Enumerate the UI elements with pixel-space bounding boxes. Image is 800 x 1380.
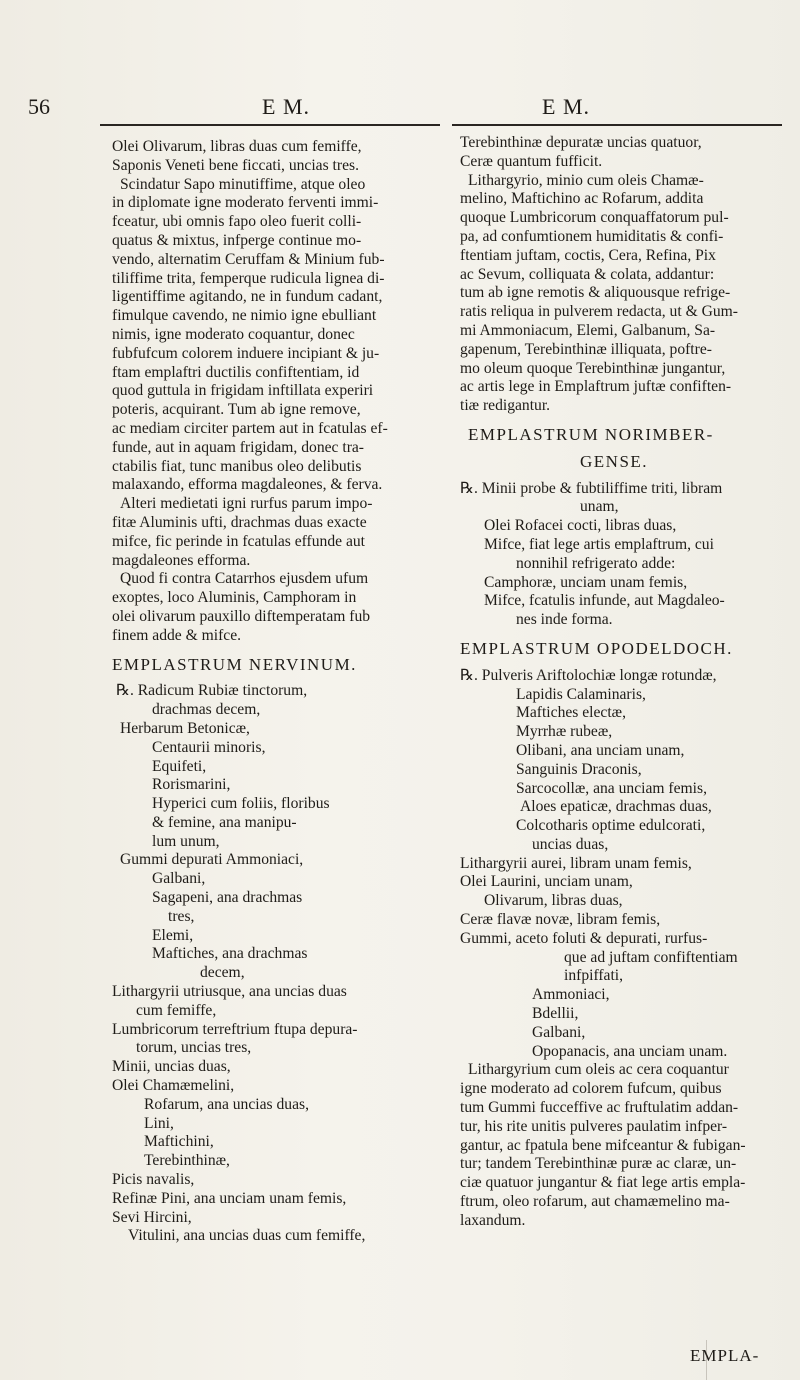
left-column-line: Galbani, <box>152 870 206 888</box>
right-column-line: Mifce, fiat lege artis emplaftrum, cui <box>484 535 714 553</box>
right-column-line: uncias duas, <box>532 835 609 853</box>
right-column-line: Olei Rofacei cocti, libras duas, <box>484 517 677 535</box>
left-column-line: Lithargyrii utriusque, ana uncias duas <box>112 983 347 1001</box>
right-column-line: Ceræ quantum fufficit. <box>460 152 603 170</box>
left-column-line: Alteri medietati igni rurfus parum impo- <box>120 495 373 513</box>
right-text-column <box>460 134 790 1231</box>
right-column-line: tiæ redigantur. <box>460 397 551 415</box>
left-column-line: ctabilis fiat, tunc manibus oleo delibutis <box>112 457 362 475</box>
right-column-line: ac Sevum, colliquata & colata, addantur: <box>460 265 715 283</box>
right-column-line: infpiffati, <box>564 967 624 985</box>
right-column-line: quoque Lumbricorum conquaffatorum pul- <box>460 209 729 227</box>
right-column-line: mi Ammoniacum, Elemi, Galbanum, Sa- <box>460 321 716 339</box>
right-column-line: Camphoræ, unciam unam femis, <box>484 573 688 591</box>
left-column-line: Scindatur Sapo minutiffime, atque oleo <box>120 175 366 193</box>
left-column-line: decem, <box>200 964 245 982</box>
left-column-line: & femine, ana manipu- <box>152 813 297 831</box>
left-column-line: Equifeti, <box>152 757 207 775</box>
right-column-line: nes inde forma. <box>516 611 613 629</box>
left-column-line: nimis, igne moderato coquantur, donec <box>112 325 355 343</box>
left-column-line: ℞. Radicum Rubiæ tinctorum, <box>116 682 308 700</box>
left-column-line: fimulque cavendo, ne nimio igne ebulliant <box>112 307 377 325</box>
left-column-line: lum unum, <box>152 832 220 850</box>
left-column-line: tres, <box>168 907 195 925</box>
left-column-line: exoptes, loco Aluminis, Camphoram in <box>112 589 357 607</box>
right-column-line: Lithargyrii aurei, libram unam femis, <box>460 854 692 872</box>
left-column-line: Lini, <box>144 1114 174 1132</box>
right-column-line: ciæ quatuor jungantur & fiat lege artis empla- <box>460 1174 746 1192</box>
left-text-column <box>112 138 447 1246</box>
left-column-line: Elemi, <box>152 926 194 944</box>
left-column-line: Hyperici cum foliis, floribus <box>152 795 330 813</box>
left-column-line: funde, aut in aquam frigidam, donec tra- <box>112 438 365 456</box>
left-column-line: in diplomate igne moderato ferventi immi- <box>112 194 379 212</box>
left-column-line: Rofarum, ana uncias duas, <box>144 1095 309 1113</box>
right-column-line: tum ab igne remotis & aliquousque refrige- <box>460 284 731 302</box>
right-column-line: Olibani, ana unciam unam, <box>516 741 685 759</box>
right-column-line: Olei Laurini, unciam unam, <box>460 873 633 891</box>
left-column-line: Minii, uncias duas, <box>112 1058 231 1076</box>
left-column-line: Herbarum Betonicæ, <box>120 719 250 737</box>
left-column-line: Sevi Hircini, <box>112 1208 192 1226</box>
left-column-line: malaxando, efforma magdaleones, & ferva. <box>112 476 383 494</box>
running-head-right: E M. <box>542 94 590 119</box>
right-column-line: tur, his rite unitis pulveres paulatim infper- <box>460 1117 728 1135</box>
left-column-heading: EMPLASTRUM NERVINUM. <box>112 654 357 674</box>
right-column-line: Galbani, <box>532 1023 586 1041</box>
left-column-line: Quod fi contra Catarrhos ejusdem ufum <box>120 570 369 588</box>
left-column-line: Olei Olivarum, libras duas cum femiffe, <box>112 138 362 155</box>
left-column-line: fitæ Aluminis ufti, drachmas duas exacte <box>112 513 367 531</box>
left-column-line: Centaurii minoris, <box>152 738 266 756</box>
left-column-line: cum femiffe, <box>136 1001 217 1019</box>
right-column-line: gapenum, Terebinthinæ illiquata, poftre- <box>460 340 712 358</box>
right-column-line: Mifce, fcatulis infunde, aut Magdaleo- <box>484 592 725 610</box>
left-column-line: tiliffime trita, femperque rudicula lignea di- <box>112 269 385 287</box>
left-column-line: Maftichini, <box>144 1133 214 1151</box>
right-column-line: unam, <box>580 498 619 516</box>
right-column-line: mo oleum quoque Terebinthinæ jungantur, <box>460 359 726 377</box>
left-column-line: Refinæ Pini, ana unciam unam femis, <box>112 1189 347 1207</box>
page-number: 56 <box>28 94 50 119</box>
right-column-line: Ceræ flavæ novæ, libram femis, <box>460 911 661 929</box>
right-column-line: tur; tandem Terebinthinæ puræ ac claræ, un- <box>460 1155 737 1173</box>
right-column-line: ℞. Minii probe & fubtiliffime triti, libram <box>460 479 723 497</box>
left-column-line: magdaleones efforma. <box>112 551 251 569</box>
left-column-line: Sagapeni, ana drachmas <box>152 889 303 907</box>
right-column-line: Aloes epaticæ, drachmas duas, <box>520 798 712 816</box>
right-column-line: Sarcocollæ, ana unciam femis, <box>516 779 707 797</box>
left-column-line: Vitulini, ana uncias duas cum femiffe, <box>128 1227 366 1245</box>
header-rule-right <box>452 124 782 126</box>
right-column-line: Opopanacis, ana unciam unam. <box>532 1042 728 1060</box>
right-column-line: Ammoniaci, <box>532 986 610 1004</box>
right-column-line: Sanguinis Draconis, <box>516 760 642 778</box>
right-column-line: Myrrhæ rubeæ, <box>516 723 613 741</box>
right-column-line: que ad juftam confiftentiam <box>564 948 738 966</box>
left-column-line: ac mediam circiter partem aut in fcatulas ef- <box>112 419 388 437</box>
right-column-line: ac artis lege in Emplaftrum juftæ confiften- <box>460 378 732 396</box>
right-column-line: Lithargyrium cum oleis ac cera coquantur <box>468 1061 729 1079</box>
left-column-line: Picis navalis, <box>112 1171 195 1189</box>
right-column-line: ftentiam juftam, coctis, Cera, Refina, Pix <box>460 246 716 264</box>
left-column-line: drachmas decem, <box>152 701 261 719</box>
right-column-line: tum Gummi fucceffive ac fruftulatim addan- <box>460 1099 739 1117</box>
left-column-line: Terebinthinæ, <box>144 1152 230 1170</box>
right-column-line: gantur, ac fpatula bene mifceantur & fubigan- <box>460 1136 746 1154</box>
right-column-line: Terebinthinæ depuratæ uncias quatuor, <box>460 134 702 151</box>
left-column-line: fubfufcum colorem induere incipiant & ju- <box>112 344 380 362</box>
left-column-line: Gummi depurati Ammoniaci, <box>120 851 304 869</box>
right-column-heading: EMPLASTRUM NORIMBER- <box>468 424 714 444</box>
left-column-line: Lumbricorum terreftrium ftupa depura- <box>112 1020 358 1038</box>
right-column-line: nonnihil refrigerato adde: <box>516 554 676 572</box>
right-column-line: melino, Maftichino ac Rofarum, addita <box>460 190 704 208</box>
left-column-line: Saponis Veneti bene ficcati, uncias tres. <box>112 156 359 174</box>
left-column-line: Rorismarini, <box>152 776 231 794</box>
right-column-line: laxandum. <box>460 1211 526 1229</box>
left-column-line: ligentiffime agitando, ne in fundum cadant, <box>112 288 383 306</box>
right-column-line: Bdellii, <box>532 1005 579 1023</box>
running-head-left: E M. <box>262 94 310 119</box>
right-column-line: Lithargyrio, minio cum oleis Chamæ- <box>468 171 704 189</box>
right-column-line: Lapidis Calaminaris, <box>516 685 646 703</box>
right-column-line: Gummi, aceto foluti & depurati, rurfus- <box>460 929 708 947</box>
left-column-line: ftam emplaftri ductilis confiftentiam, id <box>112 363 360 381</box>
left-column-line: quatus & mixtus, infperge continue mo- <box>112 231 362 249</box>
right-column-line: Olivarum, libras duas, <box>484 892 623 910</box>
right-column-heading: EMPLASTRUM OPODELDOCH. <box>460 638 733 658</box>
left-column-line: Olei Chamæmelini, <box>112 1077 235 1095</box>
left-column-line: finem adde & mifce. <box>112 626 242 644</box>
right-column-line: pa, ad confumtionem humiditatis & confi- <box>460 227 724 245</box>
right-column-line: ftrum, oleo rofarum, aut chamæmelino ma- <box>460 1193 730 1211</box>
left-column-line: torum, uncias tres, <box>136 1039 252 1057</box>
right-column-line: Maftiches electæ, <box>516 704 626 722</box>
right-column-heading: GENSE. <box>580 451 649 471</box>
catchword: EMPLA- <box>690 1346 760 1365</box>
header-rule-left <box>100 124 440 126</box>
left-column-line: Maftiches, ana drachmas <box>152 945 308 963</box>
left-column-line: vendo, alternatim Ceruffam & Minium fub- <box>112 250 385 268</box>
left-column-line: olei olivarum pauxillo diftemperatam fub <box>112 607 371 625</box>
right-column-line: ratis reliqua in pulverem redacta, ut & Gum- <box>460 303 738 321</box>
right-column-line: Colcotharis optime edulcorati, <box>516 817 706 835</box>
right-column-line: igne moderato ad colorem fufcum, quibus <box>460 1080 722 1098</box>
left-column-line: mifce, fic perinde in fcatulas effunde aut <box>112 532 365 550</box>
left-column-line: poteris, acquirant. Tum ab igne remove, <box>112 401 361 419</box>
left-column-line: quod guttula in frigidam inftillata experiri <box>112 382 374 400</box>
pencil-mark <box>706 1340 707 1380</box>
left-column-line: fceatur, ubi omnis fapo oleo fuerit colli- <box>112 213 362 231</box>
right-column-line: ℞. Pulveris Ariftolochiæ longæ rotundæ, <box>460 666 717 684</box>
